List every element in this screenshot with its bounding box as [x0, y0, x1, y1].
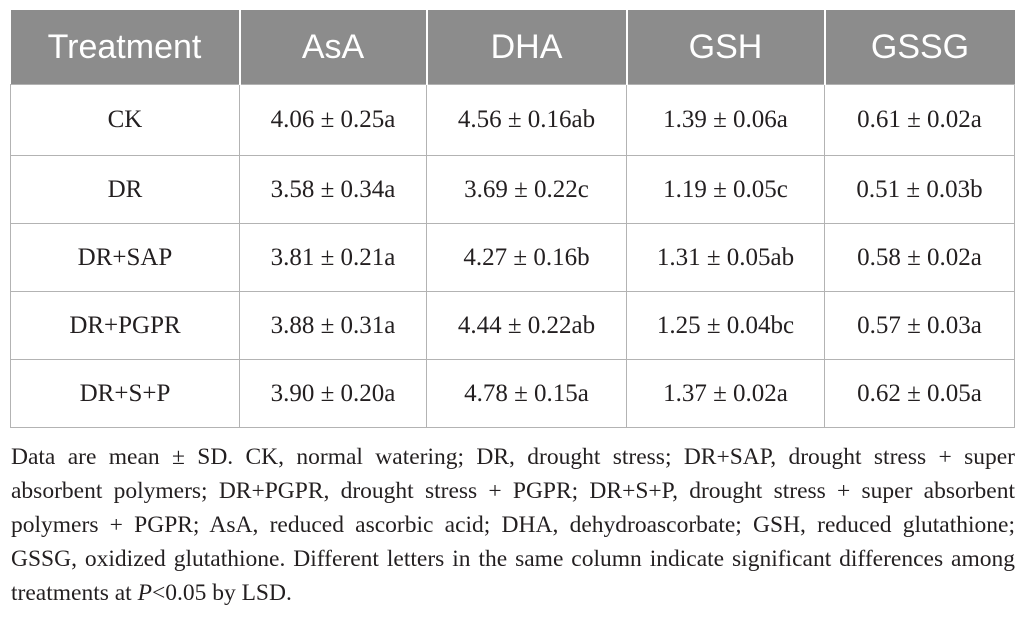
dha-cell: 4.27 ± 0.16b: [427, 224, 627, 292]
column-header-asa: AsA: [240, 10, 427, 85]
footnote-threshold-text: <0.05 by LSD.: [151, 580, 292, 606]
dha-cell: 4.44 ± 0.22ab: [427, 292, 627, 360]
data-table-container: [10, 10, 1014, 428]
gsh-cell: 1.37 ± 0.02a: [627, 360, 825, 428]
data-table: [10, 10, 1015, 428]
table-footnote: [11, 440, 1015, 610]
gssg-cell: 0.58 ± 0.02a: [825, 224, 1015, 292]
dha-cell: 4.78 ± 0.15a: [427, 360, 627, 428]
gsh-cell: 1.19 ± 0.05c: [627, 156, 825, 224]
table-header-row: [11, 10, 1015, 85]
footnote-p-symbol: P: [137, 580, 152, 606]
table-row: [11, 224, 1015, 292]
gsh-cell: 1.25 ± 0.04bc: [627, 292, 825, 360]
dha-cell: 4.56 ± 0.16ab: [427, 85, 627, 156]
table-row: [11, 156, 1015, 224]
column-header-gssg: GSSG: [825, 10, 1015, 85]
treatment-cell: DR+PGPR: [11, 292, 240, 360]
asa-cell: 4.06 ± 0.25a: [240, 85, 427, 156]
gssg-cell: 0.57 ± 0.03a: [825, 292, 1015, 360]
footnote-text: Data are mean ± SD. CK, normal watering; DR, drought stress; DR+SAP, drought stress + super absorbent polymers; DR+PGPR, drought stress + PGPR; DR+S+P, drought stress + super absorbent polymers + PGPR; AsA, reduced ascorbic acid; DHA, dehydroascorbate; GSH, reduced glutathione; GSSG, oxidized glutathione. Different letters in the same column indicate significant differences among treatments at: [11, 444, 1015, 606]
column-header-gsh: GSH: [627, 10, 825, 85]
treatment-cell: DR+S+P: [11, 360, 240, 428]
treatment-cell: CK: [11, 85, 240, 156]
dha-cell: 3.69 ± 0.22c: [427, 156, 627, 224]
gssg-cell: 0.62 ± 0.05a: [825, 360, 1015, 428]
gssg-cell: 0.51 ± 0.03b: [825, 156, 1015, 224]
table-row: [11, 292, 1015, 360]
table-row: [11, 360, 1015, 428]
treatment-cell: DR: [11, 156, 240, 224]
gssg-cell: 0.61 ± 0.02a: [825, 85, 1015, 156]
gsh-cell: 1.31 ± 0.05ab: [627, 224, 825, 292]
asa-cell: 3.81 ± 0.21a: [240, 224, 427, 292]
treatment-cell: DR+SAP: [11, 224, 240, 292]
column-header-dha: DHA: [427, 10, 627, 85]
asa-cell: 3.90 ± 0.20a: [240, 360, 427, 428]
gsh-cell: 1.39 ± 0.06a: [627, 85, 825, 156]
column-header-treatment: Treatment: [11, 10, 240, 85]
asa-cell: 3.88 ± 0.31a: [240, 292, 427, 360]
table-row: [11, 85, 1015, 156]
asa-cell: 3.58 ± 0.34a: [240, 156, 427, 224]
